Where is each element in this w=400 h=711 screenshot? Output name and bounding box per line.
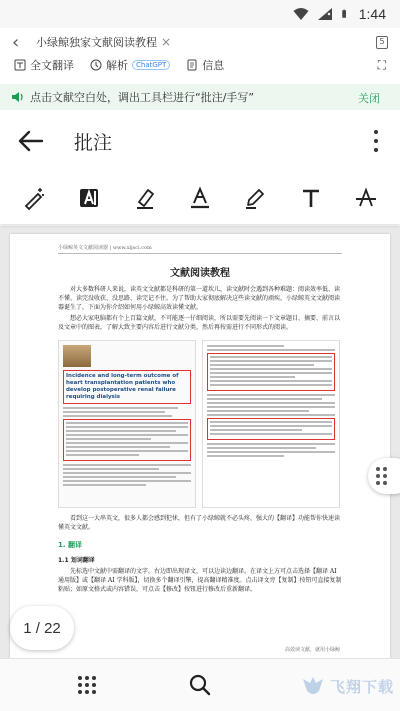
page-footer: 高效读文献，就用小绿鲸 (284, 647, 340, 653)
highlighted-abstract-box (63, 419, 191, 461)
more-options-icon[interactable] (374, 130, 378, 152)
figure-right-page (202, 340, 340, 508)
tab-bar (0, 28, 400, 56)
subsection-heading: 1.1 划词翻译 (58, 557, 95, 564)
magic-pen-icon (22, 186, 46, 210)
text-highlight-tool[interactable] (74, 183, 104, 213)
analysis-label: 解析 (106, 59, 128, 72)
paragraph: 对大多数科研人来说，读英文文献都是科研的第一道坎儿，读文献时会遇到各种难题：阅读效率低、读不懂、读完没收获、没思路、读完记不住。为了帮助大家彻底解决这些读文献的顽疾，小绿鲸英文文献阅读器诞生了，下面为你介绍如何用小绿鲸高效读懂文献。 (58, 286, 341, 311)
tab-count-icon[interactable]: 5 (376, 36, 388, 49)
highlighted-method-box (207, 418, 335, 440)
document-viewer[interactable] (0, 226, 400, 658)
pen-icon (243, 186, 267, 210)
chevron-left-icon[interactable]: ‹ (12, 31, 20, 53)
status-time: 1:44 (358, 6, 386, 22)
wifi-icon (293, 7, 309, 21)
status-bar (0, 0, 400, 28)
tip-close-button[interactable]: 关闭 (358, 92, 380, 105)
analysis-icon (90, 59, 102, 71)
watermark-logo (300, 666, 394, 706)
text-icon (299, 186, 323, 210)
highlighter-icon (133, 186, 157, 210)
drag-handle-icon (376, 467, 387, 485)
annotation-title: 批注 (74, 131, 113, 154)
magic-pen-tool[interactable] (19, 183, 49, 213)
fox-logo-icon (300, 673, 326, 699)
analysis-button[interactable] (90, 57, 170, 73)
tip-banner (0, 84, 400, 110)
document-toolbar (0, 54, 400, 76)
document-page[interactable] (10, 234, 390, 658)
text-tool[interactable] (296, 183, 326, 213)
side-panel-handle[interactable] (368, 458, 400, 494)
section-heading: 1. 翻译 (58, 541, 82, 549)
page-indicator[interactable]: 1 / 22 (10, 606, 74, 650)
chatgpt-badge: ChatGPT (132, 60, 170, 70)
paragraph: 先标选中文献中需翻译的文字，右边即出现译文，可以边读边翻译。在译文上方可点击选择【翻译 AI 通用版】或【翻译 AI 学科版】，切换多个翻译引擎，提高翻译精准度。点击译文旁【复制】按钮可直接复制粘贴；如原文格式或内容错误，可点击【修改】按钮进行修改后重新翻译。 (58, 568, 342, 593)
info-label: 信息 (202, 59, 225, 72)
arrow-left-icon[interactable] (18, 130, 44, 152)
annotation-tools (0, 172, 400, 224)
battery-icon (341, 7, 351, 21)
highlighted-intro-box (207, 353, 335, 391)
full-translate-button[interactable] (14, 57, 74, 73)
tab-title[interactable]: 小绿鲸独家文献阅读教程 (36, 36, 157, 49)
paragraph: 想必大家电脑都有个上百篇文献，不可能逐一仔细阅读，所以需要先阅读一下文章题目、摘要、前言以及文章中的图表，了解大致主要内容后进行文献分类，然后再按需进行不同形式的阅读。 (58, 315, 341, 331)
cellular-signal-icon (317, 7, 333, 21)
underline-icon (188, 186, 212, 210)
info-icon (186, 59, 198, 71)
page-header: 小绿鲸英文文献阅读器 | www.xljsci.com (58, 244, 342, 254)
figure-article-title: Incidence and long-term outcome of heart transplantation patients who develop postoperative renal failure requiring dialysis (63, 370, 191, 404)
search-icon (188, 673, 212, 697)
strikethrough-tool[interactable] (351, 183, 381, 213)
highlighter-tool[interactable] (130, 183, 160, 213)
strikethrough-icon (354, 186, 378, 210)
info-button[interactable] (186, 57, 224, 73)
translate-icon (14, 59, 26, 71)
pen-tool[interactable] (240, 183, 270, 213)
page-title: 文献阅读教程 (170, 268, 230, 279)
search-button[interactable] (182, 667, 218, 703)
article-figure (58, 340, 342, 508)
thumbnails-button[interactable] (69, 667, 105, 703)
annotation-header (0, 112, 400, 170)
figure-caption: 看到这一大串英文，很多人都会感到犯怵，但有了小绿鲸就不必头疼，强大的【翻译】功能帮你快速读懂英文文献。 (58, 515, 341, 531)
grid-icon (78, 676, 96, 694)
text-highlight-icon (77, 186, 101, 210)
fullscreen-icon[interactable]: ⛶ (377, 58, 386, 72)
full-translate-label: 全文翻译 (30, 59, 74, 72)
figure-left-page (58, 340, 196, 508)
speaker-icon (10, 90, 24, 104)
tab-close-button[interactable]: × (161, 35, 172, 49)
watermark-text: 飞翔下载 (330, 677, 395, 696)
journal-cover-image (63, 345, 91, 367)
underline-tool[interactable] (185, 183, 215, 213)
tip-text: 点击文献空白处，调出工具栏进行“批注/手写” (30, 91, 255, 104)
